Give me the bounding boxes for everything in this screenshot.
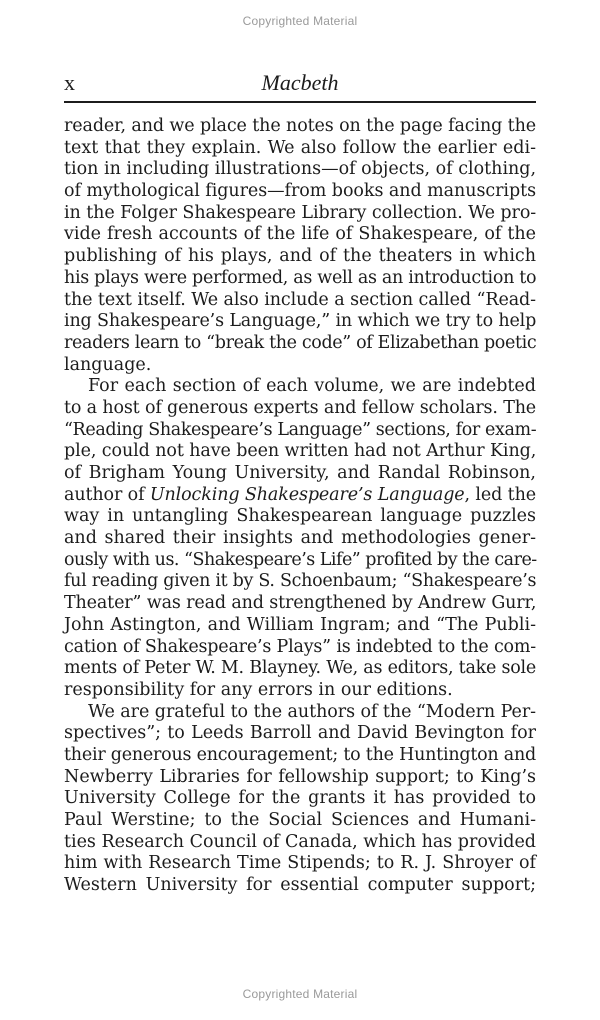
text-line: and shared their insights and methodologies gener- — [64, 528, 536, 549]
text-line: of mythological figures—from books and manuscripts — [64, 181, 536, 202]
text-line: Newberry Libraries for fellowship support; to King’s — [64, 766, 536, 787]
text-line: text that they explain. We also follow the earlier edi- — [64, 137, 536, 158]
text-line: the text itself. We also include a section called “Read- — [64, 289, 536, 310]
paragraph-1 — [64, 116, 536, 376]
text-line: of Brigham Young University, and Randal Robinson, — [64, 463, 536, 483]
copyright-watermark-bottom: Copyrighted Material — [242, 987, 358, 1001]
text-line: John Astington, and William Ingram; and “The Publi- — [64, 614, 536, 635]
running-head — [64, 70, 536, 96]
text-line: Western University for essential computer support; — [64, 875, 536, 896]
text-line: ful reading given it by S. Schoenbaum; “Shakespeare’s — [64, 571, 537, 592]
text-line: his plays were performed, as well as an introduction to — [64, 267, 537, 288]
text-line: publishing of his plays, and of the theaters in which — [64, 246, 536, 267]
text-line: their generous encouragement; to the Huntington and — [64, 744, 536, 765]
text-line: Paul Werstine; to the Social Sciences and Humani- — [64, 810, 536, 830]
text-line-with-book-title — [64, 485, 536, 507]
text-line: ously with us. “Shakespeare’s Life” profited by the care- — [64, 549, 537, 570]
text-line: readers learn to “break the code” of Elizabethan poetic — [64, 332, 537, 353]
text-line: For each section of each volume, we are indebted — [88, 376, 536, 397]
copyright-watermark-top: Copyrighted Material — [242, 14, 358, 28]
text-line: responsibility for any errors in our editions. — [64, 679, 453, 700]
text-line: to a host of generous experts and fellow scholars. The — [64, 397, 536, 418]
book-title: Macbeth — [261, 70, 339, 95]
text-line: We are grateful to the authors of the “Modern Per- — [88, 701, 536, 722]
text-line: way in untangling Shakespearean language puzzles — [64, 506, 536, 527]
text-fragment: author of — [64, 484, 150, 505]
text-line: ple, could not have been written had not Arthur King, — [64, 441, 537, 462]
paragraph-2 — [64, 376, 536, 701]
text-line: cation of Shakespeare’s Plays” is indebted to the com- — [64, 636, 536, 657]
text-line: spectives”; to Leeds Barroll and David Bevington for — [64, 723, 536, 744]
text-line: in the Folger Shakespeare Library collection. We pro- — [64, 202, 537, 223]
paragraph-3 — [64, 702, 536, 897]
text-line: reader, and we place the notes on the page facing the — [64, 116, 536, 136]
text-line: tion in including illustrations—of objects, of clothing, — [64, 159, 537, 180]
text-line: him with Research Time Stipends; to R. J. Shroyer of — [64, 853, 536, 874]
page-number: x — [64, 70, 75, 95]
text-line: ing Shakespeare’s Language,” in which we try to help — [64, 311, 537, 332]
body-text — [64, 116, 536, 897]
text-line: ties Research Council of Canada, which has provided — [64, 831, 536, 852]
text-line: Theater” was read and strengthened by Andrew Gurr, — [64, 593, 537, 614]
header-rule — [64, 101, 536, 103]
text-line: “Reading Shakespeare’s Language” sections, for exam- — [64, 419, 537, 440]
cited-book-title: Unlocking Shakespeare’s Language — [149, 484, 465, 505]
text-fragment: , led the — [464, 484, 536, 505]
text-line: vide fresh accounts of the life of Shakespeare, of the — [64, 224, 536, 245]
text-line: University College for the grants it has provided to — [64, 788, 536, 809]
text-line: language. — [64, 354, 152, 375]
text-line: ments of Peter W. M. Blayney. We, as editors, take sole — [64, 658, 536, 679]
